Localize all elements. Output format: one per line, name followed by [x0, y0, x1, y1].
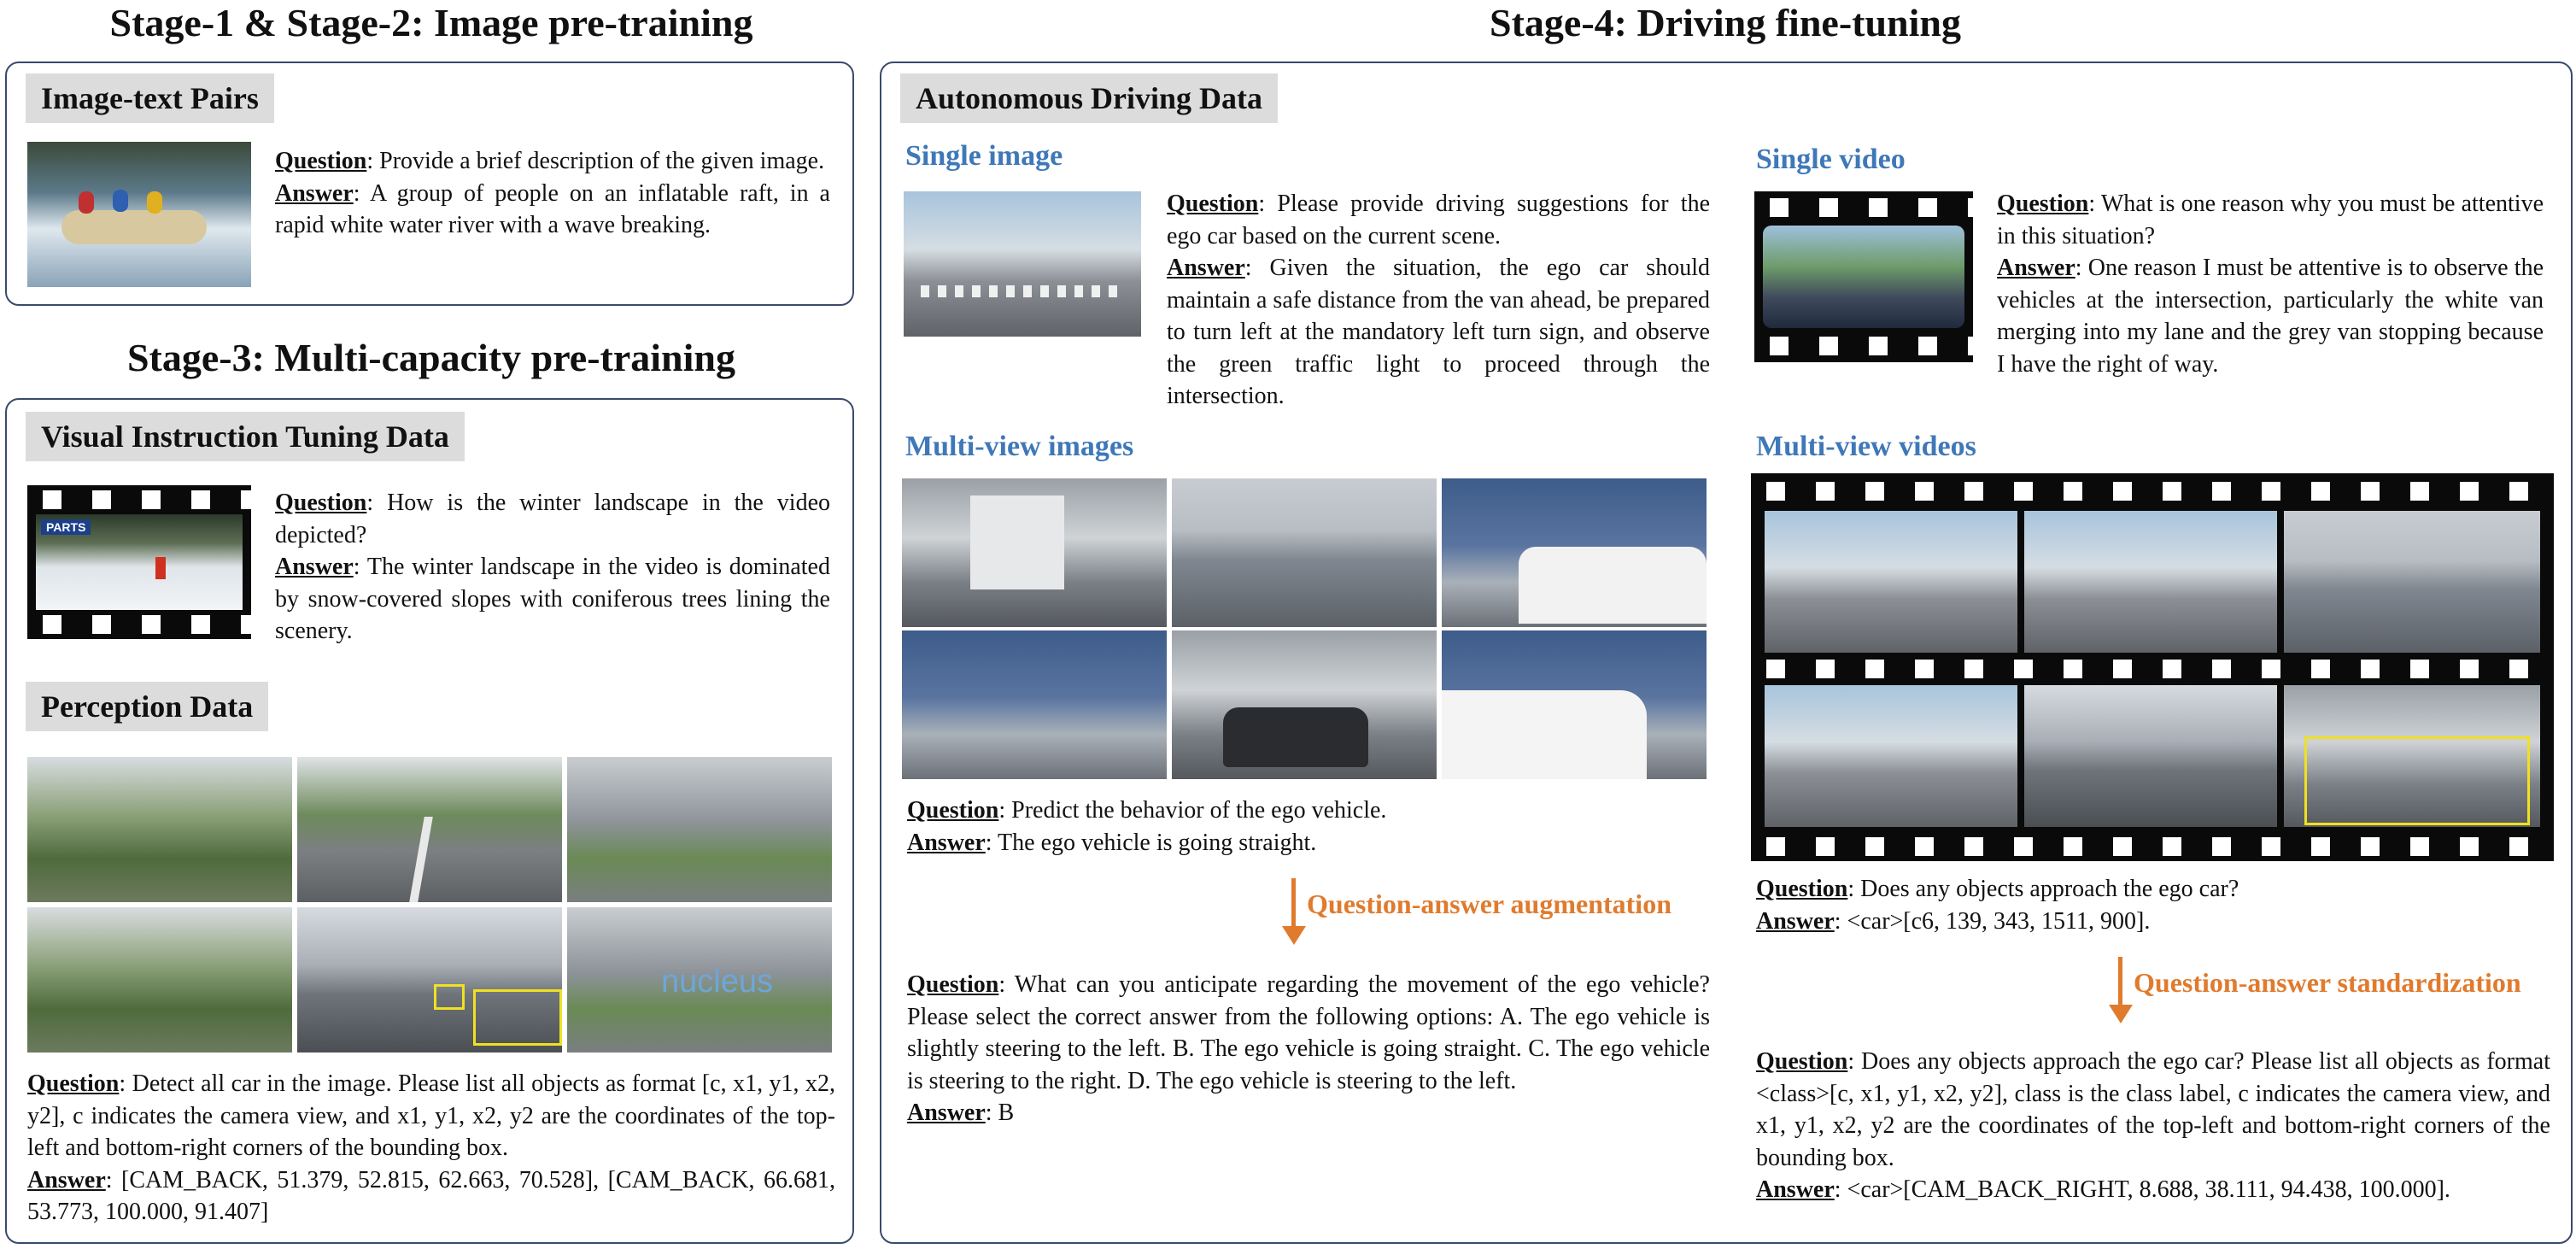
- multi-view-videos-label: Multi-view videos: [1756, 431, 1976, 462]
- video-overlay-badge: PARTS: [41, 519, 91, 535]
- question-text: : Please provide driving suggestions for the ego car based on the current scene.: [1167, 191, 1710, 249]
- question-text: : What is one reason why you must be attentive in this situation?: [1997, 191, 2544, 249]
- question-text: : Provide a brief description of the given image.: [366, 148, 825, 174]
- question-label: Question: [1167, 191, 1259, 217]
- answer-text: : <car>[c6, 139, 343, 1511, 900].: [1834, 907, 2151, 935]
- multi-view-video-1: [1765, 511, 2017, 653]
- winter-video-film: [27, 485, 251, 639]
- answer-label: Answer: [1167, 255, 1245, 281]
- perception-image-3: [567, 757, 832, 902]
- answer-label: Answer: [907, 829, 986, 856]
- single-video-qa: [1997, 188, 2544, 380]
- multi-view-video-4: [1765, 685, 2017, 827]
- question-label: Question: [1756, 876, 1848, 902]
- answer-text: : The winter landscape in the video is dominated by snow-covered slopes with coniferous trees lining the scenery.: [275, 554, 830, 644]
- multi-view-video-6: [2284, 685, 2540, 827]
- multi-view-image-3: [1442, 478, 1707, 627]
- multi-videos-qa: [1756, 873, 2550, 937]
- driving-tag: Autonomous Driving Data: [900, 73, 1278, 123]
- augmentation-label: Question-answer augmentation: [1307, 888, 1671, 919]
- stage12-title: Stage-1 & Stage-2: Image pre-training: [109, 1, 753, 44]
- question-label: Question: [1997, 191, 2089, 217]
- answer-label: Answer: [1756, 907, 1835, 935]
- perception-image-2: [297, 757, 562, 902]
- augmentation-arrow-head: [1282, 926, 1306, 945]
- answer-text: : [CAM_BACK, 51.379, 52.815, 62.663, 70.528], [CAM_BACK, 66.681, 53.773, 100.000, 91.407]: [27, 1166, 835, 1225]
- rafting-image: [27, 142, 251, 287]
- question-text: : Detect all car in the image. Please list all objects as format [c, x1, y1, x2, y2], c indicates the camera view, and x1, y1, x2, y2 are the coordinates of the top-left and bottom-right corners of the bounding box.: [27, 1070, 835, 1161]
- multi-view-video-2: [2024, 511, 2277, 653]
- answer-text: : B: [985, 1099, 1015, 1126]
- multi-view-image-6: [1442, 630, 1707, 779]
- question-text: : Does any objects approach the ego car? Please list all objects as format <class>[c, x1, y1, x2, y2], class is the class label, c indicates the camera view, and x1, y1, x2, y2 are the coordinates of the top-left and bottom-right corners of the bounding box.: [1756, 1048, 2550, 1171]
- multi-view-videos-film: [1751, 473, 2554, 861]
- answer-label: Answer: [1997, 255, 2075, 281]
- perception-qa: [27, 1068, 835, 1228]
- question-text: : What can you anticipate regarding the movement of the ego vehicle? Please select the correct answer from the following options: A. The ego vehicle is slightly steering to the left. B. The ego vehicle is going straight. C. The ego vehicle is steering to the right. D. The ego vehicle is steering to the left.: [907, 971, 1710, 1094]
- answer-text: : One reason I must be attentive is to observe the vehicles at the intersection, particularly the white van merging into my lane and the grey van stopping because I have the right of way.: [1997, 255, 2544, 378]
- single-image-label: Single image: [905, 140, 1063, 172]
- multi-videos-standardized-qa: [1756, 1046, 2550, 1206]
- multi-view-video-5: [2024, 685, 2277, 827]
- answer-text: : A group of people on an inflatable raft, in a rapid white water river with a wave breaking.: [275, 179, 830, 238]
- bounding-box: [434, 984, 465, 1010]
- question-label: Question: [275, 148, 367, 174]
- single-video-label: Single video: [1756, 144, 1906, 175]
- perception-tag: Perception Data: [26, 682, 268, 731]
- vit-qa: [275, 487, 830, 648]
- stage4-title: Stage-4: Driving fine-tuning: [1490, 1, 1961, 44]
- nucleus-sign: nucleus: [661, 964, 773, 1000]
- question-label: Question: [27, 1070, 120, 1097]
- image-text-tag: Image-text Pairs: [26, 73, 274, 123]
- question-label: Question: [275, 490, 367, 516]
- answer-text: : The ego vehicle is going straight.: [985, 829, 1317, 856]
- perception-image-1: [27, 757, 292, 902]
- question-label: Question: [907, 971, 999, 998]
- stage3-panel: [5, 398, 854, 1244]
- vit-tag: Visual Instruction Tuning Data: [26, 412, 465, 461]
- answer-label: Answer: [275, 554, 354, 580]
- stage3-title: Stage-3: Multi-capacity pre-training: [126, 336, 736, 379]
- stage4-panel: [880, 62, 2573, 1244]
- answer-label: Answer: [27, 1166, 106, 1193]
- standardization-arrow-head: [2109, 1005, 2133, 1023]
- multi-view-image-4: [902, 630, 1167, 779]
- standardization-arrow: [2118, 957, 2122, 1008]
- question-text: : How is the winter landscape in the video depicted?: [275, 490, 830, 548]
- answer-text: : Given the situation, the ego car should maintain a safe distance from the van ahead, be prepared to turn left at the mandatory left turn sign, and observe the green traffic light to proceed through the intersection.: [1167, 255, 1710, 409]
- single-video-film: [1754, 191, 1973, 362]
- question-text: : Does any objects approach the ego car?: [1847, 876, 2239, 902]
- single-image-photo: [904, 191, 1141, 337]
- answer-label: Answer: [1756, 1176, 1835, 1203]
- multi-images-augmented-qa: [907, 969, 1710, 1129]
- bounding-box: [473, 989, 562, 1046]
- standardization-label: Question-answer standardization: [2134, 967, 2521, 998]
- multi-images-qa: [907, 795, 1710, 859]
- perception-image-4: [27, 907, 292, 1053]
- image-text-qa: [275, 145, 830, 242]
- single-image-qa: [1167, 188, 1710, 413]
- multi-view-image-5: [1172, 630, 1437, 779]
- image-text-panel: [5, 62, 854, 306]
- bounding-box: [2304, 736, 2530, 825]
- multi-view-image-1: [902, 478, 1167, 627]
- answer-label: Answer: [907, 1099, 986, 1126]
- multi-view-video-3: [2284, 511, 2540, 653]
- answer-text: : <car>[CAM_BACK_RIGHT, 8.688, 38.111, 94.438, 100.000].: [1834, 1176, 2450, 1203]
- perception-image-6: [567, 907, 832, 1053]
- question-text: : Predict the behavior of the ego vehicle.: [998, 797, 1387, 824]
- multi-view-images-label: Multi-view images: [905, 431, 1134, 462]
- answer-label: Answer: [275, 179, 354, 207]
- multi-view-image-2: [1172, 478, 1437, 627]
- question-label: Question: [1756, 1048, 1848, 1075]
- question-label: Question: [907, 797, 999, 824]
- augmentation-arrow: [1291, 878, 1296, 929]
- perception-image-5: [297, 907, 562, 1053]
